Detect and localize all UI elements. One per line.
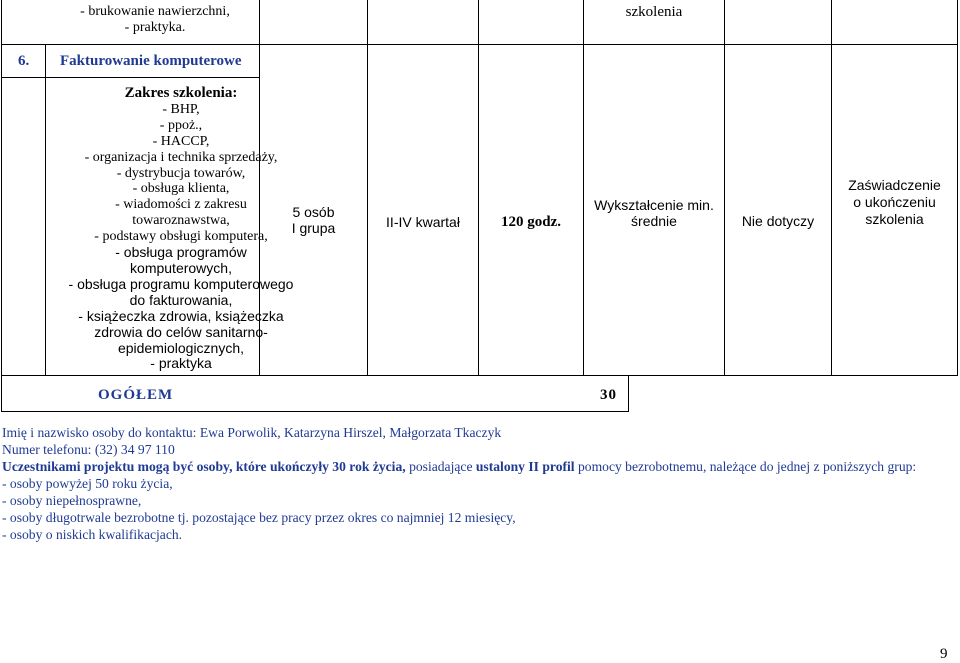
eligibility-end: pomocy bezrobotnemu, należące do jednej z poniższych grup: — [574, 459, 917, 474]
col-sep-6 — [724, 0, 725, 375]
contact-block — [2, 424, 954, 543]
zakres-item: - organizacja i technika sprzedaży, — [84, 149, 278, 165]
zakres-item: - obsługa klienta, — [132, 181, 230, 197]
group-item: - osoby powyżej 50 roku życia, — [2, 476, 173, 491]
hours-cell: 120 godz. — [501, 213, 561, 230]
zakres-item: towaroznawstwa, — [132, 213, 230, 229]
row-sep-top — [1, 44, 958, 45]
col-sep-3 — [367, 0, 368, 375]
row-sep-title — [1, 77, 260, 78]
page-number: 9 — [940, 646, 948, 662]
zakres-item: - dystrybucja towarów, — [116, 165, 246, 181]
row-sep-bottom — [1, 375, 958, 376]
row-number: 6. — [18, 53, 30, 69]
col-sep-5 — [583, 0, 584, 375]
group-item: - osoby niepełnosprawne, — [2, 493, 142, 508]
group-item: - osoby długotrwale bezrobotne tj. pozostające bez pracy przez okres co najmniej 12 miesięcy, — [2, 510, 516, 525]
certificate-cell — [832, 176, 957, 228]
eligibility-mid: posiadające — [405, 459, 476, 474]
zakres-item: - BHP, — [162, 101, 200, 117]
contact-persons: Imię i nazwisko osoby do kontaktu: Ewa Porwolik, Katarzyna Hirszel, Małgorzata Tkaczyk — [2, 425, 502, 440]
certificate-line3: szkolenia — [865, 210, 924, 227]
certificate-line2: o ukończeniu — [853, 193, 936, 210]
education-line2: średnie — [631, 213, 677, 229]
total-label: OGÓŁEM — [98, 387, 174, 403]
row-title: Fakturowanie komputerowe — [60, 53, 242, 69]
education-cell — [584, 193, 724, 233]
top-row-szkolenia: szkolenia — [625, 4, 683, 20]
total-row-bottom — [1, 411, 629, 412]
eligibility-bold-profile: ustalony II profil — [475, 459, 575, 474]
zakres-item: komputerowych, — [130, 259, 232, 276]
zakres-item: zdrowia do celów sanitarno- — [94, 323, 268, 340]
table-border-left — [1, 0, 2, 412]
participants-group: I grupa — [291, 220, 336, 236]
table-border-right — [957, 0, 958, 375]
total-row-right — [628, 375, 629, 412]
education-line1: Wykształcenie min. — [594, 197, 714, 213]
term-cell: II-IV kwartał — [386, 214, 460, 230]
zakres-item: - obsługa programu komputerowego — [68, 275, 294, 292]
zakres-item: - praktyka — [150, 355, 212, 372]
zakres-item: - podstawy obsługi komputera, — [94, 229, 268, 245]
zakres-item: do fakturowania, — [129, 291, 233, 308]
group-item: - osoby o niskich kwalifikacjach. — [2, 527, 183, 542]
zakres-item: - HACCP, — [152, 133, 210, 149]
zakres-item: epidemiologicznych, — [117, 339, 245, 356]
certificate-line1: Zaświadczenie — [848, 176, 941, 193]
eligibility-bold-age: Uczestnikami projektu mogą być osoby, które ukończyły 30 rok życia, — [2, 459, 406, 474]
top-row-list — [60, 4, 250, 36]
participants-count: 5 osób — [292, 204, 335, 220]
total-value: 30 — [600, 387, 617, 403]
col-sep-4 — [478, 0, 479, 375]
zakres-item: - obsługa programów — [115, 244, 247, 261]
zakres-item: - książeczka zdrowia, książeczka — [78, 307, 284, 324]
zakres-item: - ppoż., — [159, 117, 203, 133]
participants-cell — [260, 200, 367, 240]
top-list-item: - praktyka. — [124, 20, 186, 35]
eligibility-paragraph — [2, 458, 954, 475]
not-applicable-cell: Nie dotyczy — [741, 213, 815, 229]
zakres-title: Zakres szkolenia: — [124, 85, 238, 101]
top-list-item: - brukowanie nawierzchni, — [80, 4, 230, 19]
zakres-item: - wiadomości z zakresu — [115, 197, 247, 213]
contact-phone: Numer telefonu: (32) 34 97 110 — [2, 442, 175, 457]
